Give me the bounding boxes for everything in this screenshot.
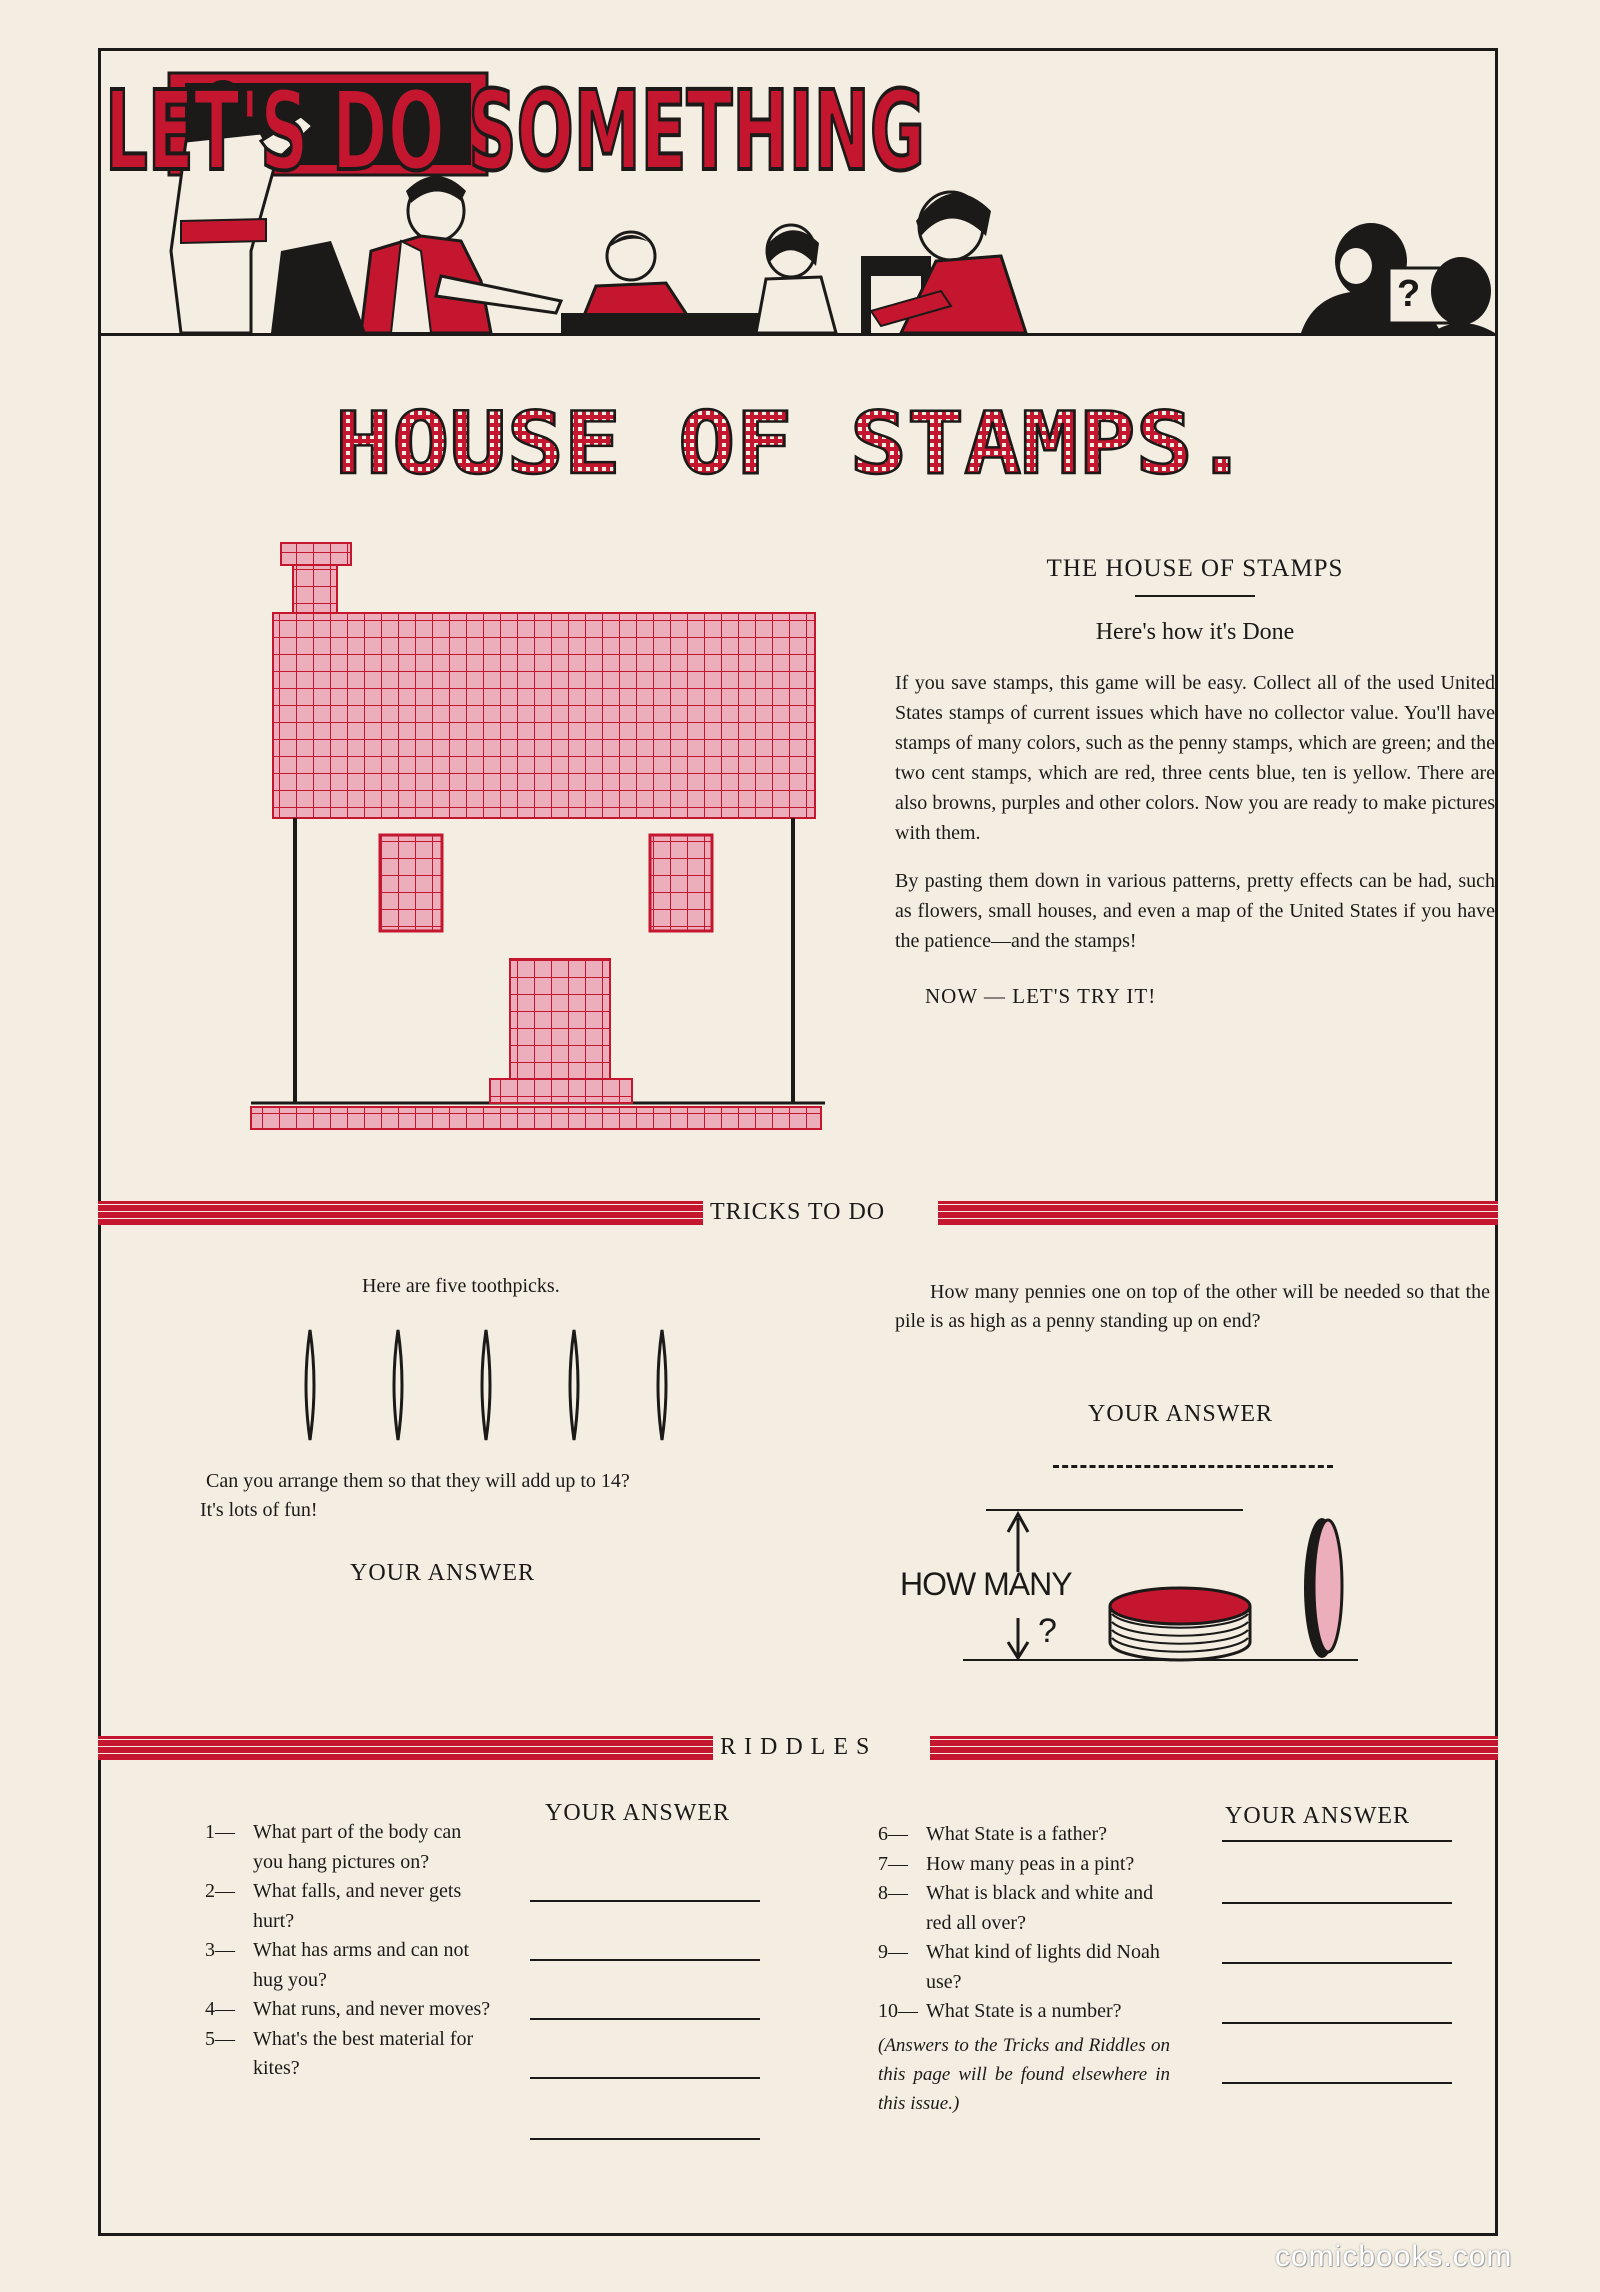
- toothpick-2: [394, 1330, 402, 1440]
- stamps-instructions: [895, 555, 1495, 1009]
- heading-rule: [1135, 595, 1255, 597]
- tricks-divider: [98, 1197, 1498, 1229]
- toothpick-intro: Here are five toothpicks.: [362, 1275, 560, 1297]
- roof: [273, 613, 815, 818]
- instructions-paragraph-1: If you save stamps, this game will be easy. Collect all of the used United States stamps of current issues which have no collector value. You'll have stamps of many colors, such as the penny stamps, which are green; and the two cent stamps, which are red, three cents blue, ten is yellow. There are also browns, purples and other colors. Now you are ready to make pictures with them.: [895, 672, 1495, 844]
- riddles-answer-header-right: YOUR ANSWER: [1225, 1803, 1411, 1829]
- door-steps: [490, 1079, 632, 1103]
- instructions-subheading: Here's how it's Done: [1095, 619, 1295, 645]
- toothpick-answer-label: YOUR ANSWER: [350, 1560, 536, 1586]
- how-many-label: HOW MANY: [900, 1566, 1072, 1602]
- penny-answer-label: YOUR ANSWER: [1088, 1401, 1274, 1427]
- riddles-right-list: [878, 1820, 1170, 2118]
- riddles-section-label: RIDDLES: [720, 1734, 878, 1760]
- instructions-heading: THE HOUSE OF STAMPS: [1046, 555, 1344, 582]
- door: [510, 959, 610, 1079]
- answer-line[interactable]: [530, 2077, 760, 2079]
- girl-figure: [756, 225, 836, 333]
- window-left: [380, 835, 442, 931]
- toothpick-question-line1: Can you arrange them so that they will add up to 14?: [206, 1470, 630, 1492]
- toothpicks-illustration: [290, 1330, 690, 1440]
- riddles-answer-header-left: YOUR ANSWER: [545, 1800, 731, 1826]
- toothpick-question-line2: It's lots of fun!: [200, 1499, 318, 1521]
- stamps-title-text: HOUSE OF STAMPS.: [335, 394, 1250, 494]
- toothpick-1: [306, 1330, 314, 1440]
- riddle-item: 2— What falls, and never gets hurt?: [205, 1880, 462, 1932]
- banner: [101, 51, 1495, 336]
- riddle-item: 3— What has arms and can not hug you?: [205, 1939, 470, 1991]
- chimney-cap: [281, 543, 351, 565]
- window-right: [650, 835, 712, 931]
- riddle-item: 8— What is black and white and red all over?: [878, 1882, 1154, 1934]
- riddle-item: 9— What kind of lights did Noah use?: [878, 1941, 1160, 1993]
- riddle-item: 7— How many peas in a pint?: [878, 1852, 1135, 1875]
- stamp-house-illustration: [245, 535, 825, 1145]
- riddle-item: 6— What State is a father?: [878, 1823, 1108, 1845]
- answer-line[interactable]: [530, 1900, 760, 1902]
- penny-question: How many pennies one on top of the other will be needed so that the pile is as high as a penny standing up on end?: [895, 1281, 1490, 1332]
- banner-title-text: LET'S DO SOMETHING: [105, 67, 925, 195]
- site-watermark: comicbooks.com: [1275, 2240, 1513, 2273]
- riddles-left-list: [205, 1818, 495, 2084]
- toothpick-4: [570, 1330, 578, 1440]
- riddle-item: 1— What part of the body can you hang pictures on?: [205, 1821, 462, 1873]
- riddle-item: 10— What State is a number?: [878, 2000, 1122, 2022]
- toothpick-3: [482, 1330, 490, 1440]
- answer-line[interactable]: [1222, 1840, 1452, 1842]
- answer-line[interactable]: [530, 2018, 760, 2020]
- answer-line[interactable]: [1222, 2082, 1452, 2084]
- riddle-item: 4— What runs, and never moves?: [205, 1998, 491, 2020]
- answer-line[interactable]: [1222, 2022, 1452, 2024]
- riddles-divider: [98, 1732, 1498, 1764]
- answer-line[interactable]: [530, 2138, 760, 2140]
- standing-penny-icon: [1304, 1518, 1342, 1658]
- riddle-item: 5— What's the best material for kites?: [205, 2027, 474, 2079]
- answer-line[interactable]: [1222, 1902, 1452, 1904]
- penny-pile-icon: [1110, 1588, 1250, 1660]
- instructions-cta: NOW — LET'S TRY IT!: [925, 984, 1157, 1008]
- toothpick-5: [658, 1330, 666, 1440]
- penny-trick: [895, 1278, 1495, 1427]
- penny-diagram: [898, 1500, 1368, 1670]
- question-mark: ?: [1397, 273, 1421, 315]
- instructions-paragraph-2: By pasting them down in various patterns, pretty effects can be had, such as flowers, small houses, and even a map of the United States if you have the patience—and the stamps!: [895, 870, 1495, 952]
- riddles-footnote: (Answers to the Tricks and Riddles on this page will be found elsewhere in this issue.): [878, 2034, 1170, 2114]
- tricks-section-label: TRICKS TO DO: [710, 1199, 886, 1225]
- answer-line[interactable]: [1222, 1962, 1452, 1964]
- penny-answer-blank: [1053, 1465, 1333, 1468]
- how-many-question-mark: ?: [1038, 1612, 1057, 1650]
- stamps-title: [330, 394, 1260, 494]
- foundation: [251, 1107, 821, 1129]
- answer-line[interactable]: [530, 1959, 760, 1961]
- banner-title: [101, 51, 931, 211]
